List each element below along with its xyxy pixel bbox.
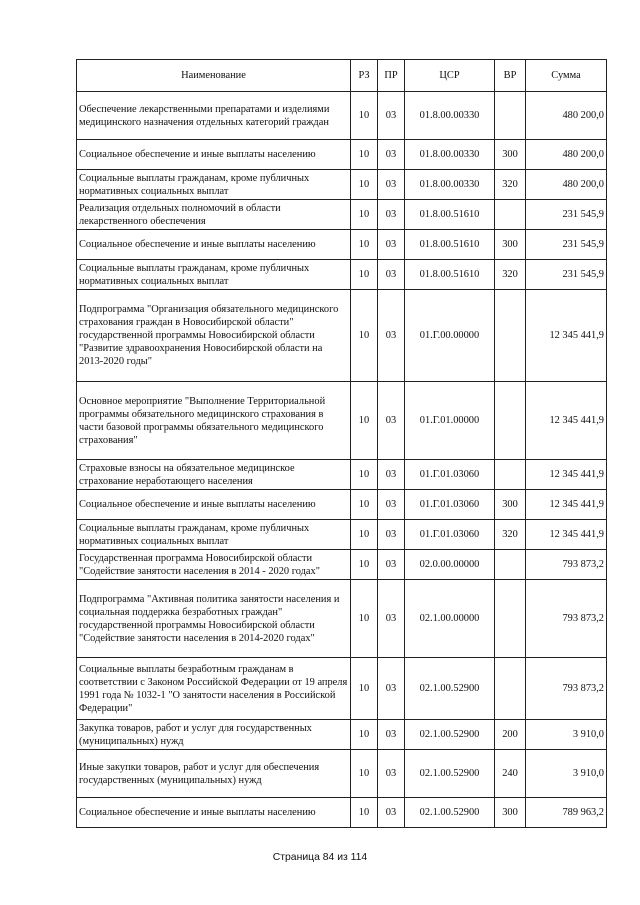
- table-row: [77, 200, 607, 230]
- row-pr: 03: [378, 580, 405, 658]
- row-pr: 03: [378, 170, 405, 200]
- row-name: Социальные выплаты гражданам, кроме публичных нормативных социальных выплат: [77, 170, 351, 200]
- row-csr: 01.Г.01.03060: [405, 460, 495, 490]
- row-rz: 10: [351, 658, 378, 720]
- row-name: Подпрограмма "Активная политика занятости населения и социальная поддержка безработных граждан" государственной программы Новосибирской области "Содействие занятости населения в 2014-2020 годах": [77, 580, 351, 658]
- row-sum: 480 200,0: [526, 92, 607, 140]
- row-csr: 02.1.00.52900: [405, 798, 495, 828]
- row-rz: 10: [351, 550, 378, 580]
- row-pr: 03: [378, 140, 405, 170]
- header-pr: ПР: [378, 60, 405, 92]
- row-vr: 300: [495, 798, 526, 828]
- row-pr: 03: [378, 260, 405, 290]
- row-vr: [495, 580, 526, 658]
- row-csr: 01.8.00.51610: [405, 260, 495, 290]
- row-sum: 231 545,9: [526, 260, 607, 290]
- row-name: Обеспечение лекарственными препаратами и изделиями медицинского назначения отдельных категорий граждан: [77, 92, 351, 140]
- table-row: [77, 798, 607, 828]
- row-rz: 10: [351, 520, 378, 550]
- row-vr: 300: [495, 140, 526, 170]
- row-pr: 03: [378, 750, 405, 798]
- row-vr: [495, 92, 526, 140]
- row-pr: 03: [378, 230, 405, 260]
- row-csr: 01.8.00.00330: [405, 92, 495, 140]
- row-csr: 01.8.00.51610: [405, 230, 495, 260]
- row-name: Социальные выплаты гражданам, кроме публичных нормативных социальных выплат: [77, 520, 351, 550]
- row-vr: [495, 290, 526, 382]
- row-vr: [495, 550, 526, 580]
- table-header-row: [77, 60, 607, 92]
- row-csr: 02.1.00.00000: [405, 580, 495, 658]
- row-sum: 3 910,0: [526, 720, 607, 750]
- row-sum: 12 345 441,9: [526, 490, 607, 520]
- row-vr: [495, 200, 526, 230]
- row-name: Государственная программа Новосибирской области "Содействие занятости населения в 2014 - 2020 годах": [77, 550, 351, 580]
- table-row: [77, 170, 607, 200]
- row-rz: 10: [351, 170, 378, 200]
- row-rz: 10: [351, 490, 378, 520]
- row-rz: 10: [351, 382, 378, 460]
- row-rz: 10: [351, 460, 378, 490]
- row-name: Подпрограмма "Организация обязательного медицинского страхования граждан в Новосибирской области" государственной программы Новосибирской области "Развитие здравоохранения Новосибирской области на 2013-2020 годы": [77, 290, 351, 382]
- row-name: Реализация отдельных полномочий в области лекарственного обеспечения: [77, 200, 351, 230]
- row-vr: 240: [495, 750, 526, 798]
- row-rz: 10: [351, 290, 378, 382]
- table-row: [77, 490, 607, 520]
- row-pr: 03: [378, 200, 405, 230]
- row-csr: 01.Г.01.00000: [405, 382, 495, 460]
- table-row: [77, 658, 607, 720]
- table-row: [77, 720, 607, 750]
- row-rz: 10: [351, 230, 378, 260]
- row-vr: 200: [495, 720, 526, 750]
- row-csr: 01.8.00.00330: [405, 140, 495, 170]
- row-pr: 03: [378, 290, 405, 382]
- row-rz: 10: [351, 200, 378, 230]
- row-sum: 793 873,2: [526, 658, 607, 720]
- table-row: [77, 580, 607, 658]
- row-sum: 231 545,9: [526, 230, 607, 260]
- row-name: Социальное обеспечение и иные выплаты населению: [77, 230, 351, 260]
- row-pr: 03: [378, 382, 405, 460]
- header-vr: ВР: [495, 60, 526, 92]
- row-name: Иные закупки товаров, работ и услуг для обеспечения государственных (муниципальных) нужд: [77, 750, 351, 798]
- header-rz: РЗ: [351, 60, 378, 92]
- row-csr: 01.8.00.00330: [405, 170, 495, 200]
- row-csr: 01.8.00.51610: [405, 200, 495, 230]
- row-csr: 02.1.00.52900: [405, 750, 495, 798]
- row-pr: 03: [378, 490, 405, 520]
- row-sum: 480 200,0: [526, 140, 607, 170]
- table-row: [77, 92, 607, 140]
- row-csr: 02.1.00.52900: [405, 720, 495, 750]
- row-name: Закупка товаров, работ и услуг для государственных (муниципальных) нужд: [77, 720, 351, 750]
- row-csr: 01.Г.01.03060: [405, 520, 495, 550]
- row-rz: 10: [351, 92, 378, 140]
- row-rz: 10: [351, 750, 378, 798]
- page-number: Страница 84 из 114: [272, 852, 368, 863]
- row-rz: 10: [351, 720, 378, 750]
- row-sum: 480 200,0: [526, 170, 607, 200]
- header-sum: Сумма: [526, 60, 607, 92]
- row-name: Социальное обеспечение и иные выплаты населению: [77, 798, 351, 828]
- row-rz: 10: [351, 140, 378, 170]
- row-name: Социальное обеспечение и иные выплаты населению: [77, 140, 351, 170]
- row-sum: 3 910,0: [526, 750, 607, 798]
- row-pr: 03: [378, 798, 405, 828]
- table-body: [77, 92, 607, 828]
- row-rz: 10: [351, 260, 378, 290]
- row-csr: 02.1.00.52900: [405, 658, 495, 720]
- row-rz: 10: [351, 580, 378, 658]
- row-vr: 320: [495, 260, 526, 290]
- row-sum: 793 873,2: [526, 550, 607, 580]
- row-vr: 300: [495, 230, 526, 260]
- table-row: [77, 230, 607, 260]
- row-sum: 12 345 441,9: [526, 520, 607, 550]
- row-vr: 320: [495, 520, 526, 550]
- header-csr: ЦСР: [405, 60, 495, 92]
- table-row: [77, 550, 607, 580]
- row-csr: 01.Г.01.03060: [405, 490, 495, 520]
- row-sum: 793 873,2: [526, 580, 607, 658]
- row-sum: 789 963,2: [526, 798, 607, 828]
- row-sum: 231 545,9: [526, 200, 607, 230]
- row-sum: 12 345 441,9: [526, 382, 607, 460]
- row-vr: [495, 460, 526, 490]
- budget-table: [76, 59, 607, 828]
- row-sum: 12 345 441,9: [526, 460, 607, 490]
- row-name: Социальные выплаты безработным гражданам в соответствии с Законом Российской Федерации от 19 апреля 1991 года № 1032-1 "О занятости населения в Российской Федерации": [77, 658, 351, 720]
- row-pr: 03: [378, 550, 405, 580]
- table-row: [77, 260, 607, 290]
- row-vr: [495, 382, 526, 460]
- row-pr: 03: [378, 520, 405, 550]
- row-pr: 03: [378, 720, 405, 750]
- row-name: Основное мероприятие "Выполнение Территориальной программы обязательного медицинского страхования в части базовой программы обязательного медицинского страхования": [77, 382, 351, 460]
- row-pr: 03: [378, 658, 405, 720]
- row-pr: 03: [378, 460, 405, 490]
- row-vr: 320: [495, 170, 526, 200]
- row-name: Страховые взносы на обязательное медицинское страхование неработающего населения: [77, 460, 351, 490]
- table-row: [77, 520, 607, 550]
- table-row: [77, 140, 607, 170]
- row-sum: 12 345 441,9: [526, 290, 607, 382]
- row-pr: 03: [378, 92, 405, 140]
- row-rz: 10: [351, 798, 378, 828]
- row-csr: 02.0.00.00000: [405, 550, 495, 580]
- header-name: Наименование: [77, 60, 351, 92]
- table-row: [77, 290, 607, 382]
- row-name: Социальное обеспечение и иные выплаты населению: [77, 490, 351, 520]
- table-row: [77, 750, 607, 798]
- table-row: [77, 382, 607, 460]
- table-row: [77, 460, 607, 490]
- row-csr: 01.Г.00.00000: [405, 290, 495, 382]
- row-vr: [495, 658, 526, 720]
- row-vr: 300: [495, 490, 526, 520]
- row-name: Социальные выплаты гражданам, кроме публичных нормативных социальных выплат: [77, 260, 351, 290]
